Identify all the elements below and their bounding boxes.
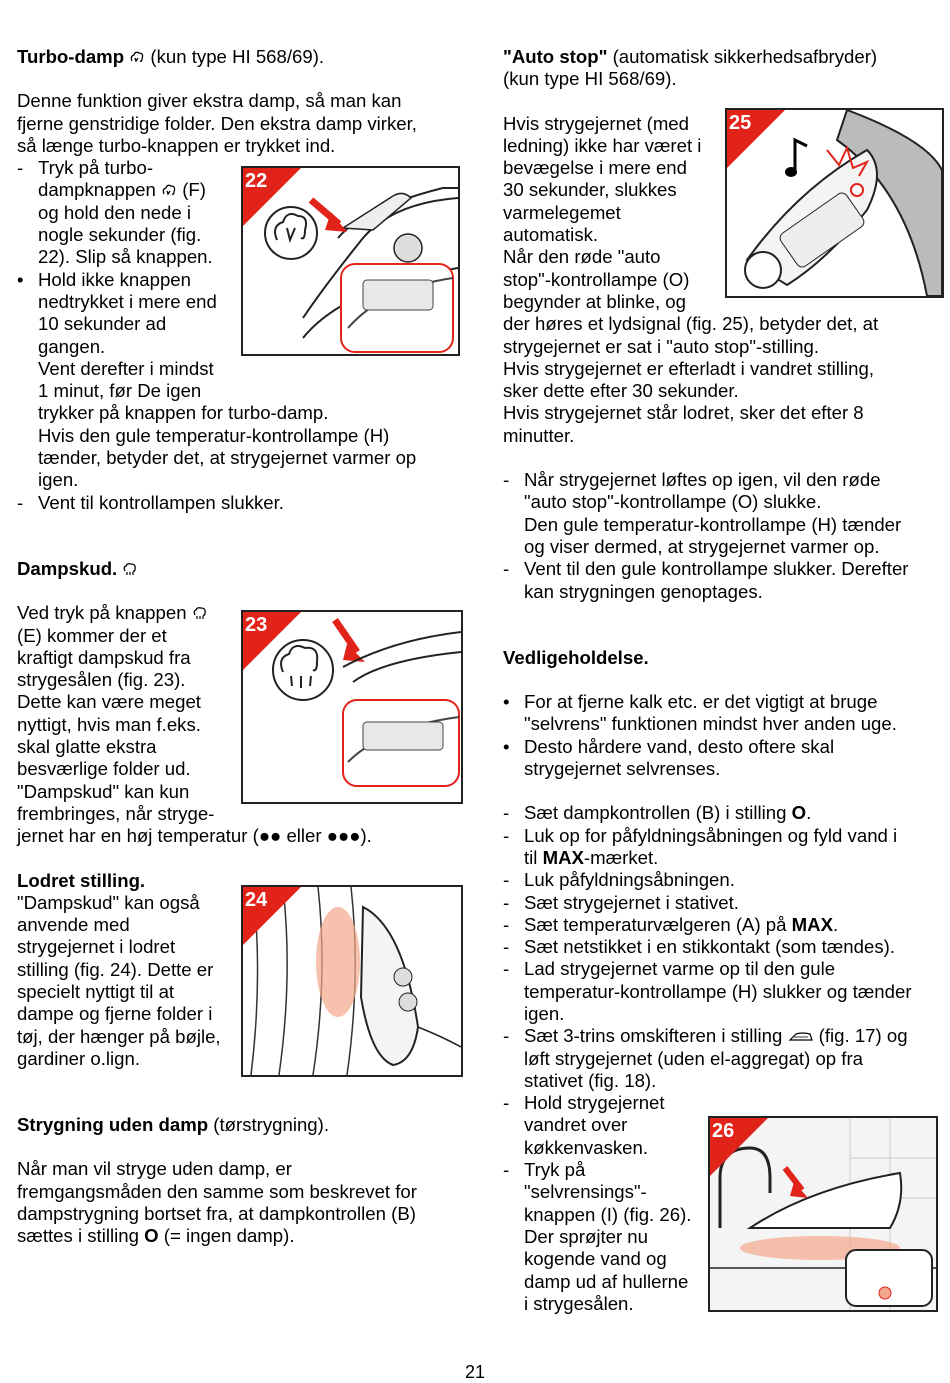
uden-damp-line: fremgangsmåden den samme som beskrevet for (17, 1180, 417, 1202)
lodret-line: dampe og fjerne folder i (17, 1003, 213, 1025)
autostop-line: automatisk. (503, 224, 599, 246)
dampskud-line: skal glatte ekstra (17, 736, 157, 758)
autostop-line: Hvis strygejernet er efterladt i vandret stilling, (503, 357, 874, 379)
iron-dry-setting-icon (788, 1029, 814, 1043)
uden-damp-title: Strygning uden damp (17, 1114, 209, 1136)
autostop-line: varmelegemet (503, 201, 621, 223)
turbo-step-1-line: nogle sekunder (fig. (38, 224, 202, 246)
vedligehold-step-line: stativet (fig. 18). (524, 1069, 657, 1091)
autostop-step-line: og viser dermed, at strygejernet varmer op. (524, 535, 880, 557)
page-number: 21 (464, 1362, 486, 1382)
vedligehold-step-line: temperatur-kontrollampe (H) slukker og tænder (524, 980, 912, 1002)
vedligehold-step-line: Tryk på (524, 1159, 586, 1181)
vedligehold-step-line: vandret over (524, 1114, 628, 1136)
autostop-line: Hvis strygejernet (med (503, 112, 689, 134)
turbo-step-3-line: Vent til kontrollampen slukker. (38, 491, 284, 513)
autostop-step-line: Når strygejernet løftes op igen, vil den røde (524, 469, 881, 491)
vedligehold-step (503, 1025, 939, 1092)
figure-26 (708, 1116, 938, 1312)
vedligehold-bullet-line: For at fjerne kalk etc. er det vigtigt at bruge (524, 691, 878, 713)
vedligehold-step-line: damp ud af hullerne (524, 1270, 689, 1292)
list-marker: - (17, 157, 24, 179)
autostop-line: bevægelse i mere end (503, 157, 687, 179)
steam-shot-icon (122, 562, 138, 576)
figure-24 (241, 885, 463, 1077)
figure-number: 25 (729, 112, 752, 134)
vedligehold-bullet-line: "selvrens" funktionen mindst hver anden uge. (524, 713, 897, 735)
lodret-line: stilling (fig. 24). Dette er (17, 958, 214, 980)
turbo-step-2-line: Hold ikke knappen (38, 268, 191, 290)
turbo-step-3 (17, 492, 457, 514)
autostop-line: minutter. (503, 424, 575, 446)
turbo-intro-1: Denne funktion giver ekstra damp, så man kan (17, 90, 402, 112)
vedligehold-step-line: køkkenvasken. (524, 1136, 649, 1158)
vedligehold-step (503, 958, 939, 1025)
vedligehold-step-line: Sæt netstikket i en stikkontakt (som tændes). (524, 936, 895, 958)
steam-shot-icon (192, 606, 208, 620)
dampskud-line: kraftigt dampskud fra (17, 646, 191, 668)
vedligehold-step-line: Hold strygejernet (524, 1092, 665, 1114)
turbo-step-2-line: trykker på knappen for turbo-damp. (38, 402, 329, 424)
vedligehold-title: Vedligeholdelse. (503, 646, 649, 668)
autostop-line: Hvis strygejernet står lodret, sker det efter 8 (503, 402, 864, 424)
figure-25 (725, 108, 944, 298)
turbo-step-2-line: 1 minut, før De igen (38, 380, 202, 402)
vedligehold-step-line: i strygesålen. (524, 1292, 634, 1314)
dampskud-line: nyttigt, hvis man f.eks. (17, 713, 201, 735)
autostop-title-line2: (kun type HI 568/69). (503, 68, 677, 90)
list-marker: - (503, 891, 510, 913)
dampskud-title: Dampskud. (17, 557, 118, 579)
dampskud-line: Dette kan være meget (17, 691, 201, 713)
autostop-step-line: Vent til den gule kontrollampe slukker. Derefter (524, 558, 909, 580)
autostop-line: begynder at blinke, og (503, 290, 686, 312)
dampskud-line: Ved tryk på knappen (17, 602, 457, 624)
turbo-steam-icon (129, 50, 145, 64)
lodret-line: anvende med (17, 914, 130, 936)
list-marker: - (503, 936, 510, 958)
vedligehold-step-line: Sæt dampkontrollen (B) i stilling O. (524, 802, 812, 824)
vedligehold-bullet-line: Desto hårdere vand, desto oftere skal (524, 735, 835, 757)
turbo-intro-3: så længe turbo-knappen er trykket ind. (17, 134, 336, 156)
vedligehold-step-line: Sæt 3-trins omskifteren i stilling (fig. 17) og (524, 1025, 908, 1047)
list-marker: - (503, 958, 510, 980)
figure-23 (241, 610, 463, 804)
uden-damp-line: Når man vil stryge uden damp, er (17, 1158, 292, 1180)
dampskud-line: strygesålen (fig. 23). (17, 669, 186, 691)
autostop-title: "Auto stop" (503, 46, 608, 67)
uden-damp-line: sættes i stilling O (= ingen damp). (17, 1225, 295, 1247)
figure-number: 24 (245, 889, 268, 911)
vedligehold-step-line: Der sprøjter nu (524, 1225, 648, 1247)
figure-22 (241, 166, 460, 356)
turbo-step-1-line: dampknappen (F) (38, 179, 206, 201)
figure-number: 22 (245, 170, 268, 192)
turbo-step-2-line: igen. (38, 469, 79, 491)
autostop-step-2 (503, 558, 939, 603)
vedligehold-step-line: knappen (I) (fig. 26). (524, 1203, 692, 1225)
autostop-line: 30 sekunder, slukkes (503, 179, 677, 201)
turbo-title-suffix: (kun type HI 568/69). (150, 46, 325, 67)
list-marker: - (503, 558, 510, 580)
turbo-step-2-line: Vent derefter i mindst (38, 357, 214, 379)
uden-damp-title-suffix: (tørstrygning). (213, 1114, 329, 1136)
turbo-step-2-line: Hvis den gule temperatur-kontrollampe (H) (38, 424, 390, 446)
autostop-step-1 (503, 469, 939, 558)
vedligehold-step (503, 914, 939, 936)
autostop-step-line: Den gule temperatur-kontrollampe (H) tænder (524, 513, 902, 535)
dampskud-heading (17, 558, 457, 580)
turbo-title: Turbo-damp (17, 46, 125, 67)
autostop-heading (503, 46, 939, 68)
autostop-line: strygejernet er sat i "auto stop"-stilling. (503, 335, 820, 357)
turbo-step-2-line: nedtrykket i mere end (38, 290, 217, 312)
list-marker: - (503, 913, 510, 935)
lodret-line: "Dampskud" kan også (17, 891, 200, 913)
dampskud-line: jernet har en høj temperatur (●● eller ●●●). (17, 825, 372, 847)
vedligehold-step-line: løft strygejernet (uden el-aggregat) op fra (524, 1047, 863, 1069)
vedligehold-step (503, 802, 939, 824)
turbo-intro-2: fjerne genstridige folder. Den ekstra damp virker, (17, 112, 417, 134)
lodret-title: Lodret stilling. (17, 869, 146, 891)
list-marker: - (503, 1092, 510, 1114)
turbo-steam-icon (161, 183, 177, 197)
vedligehold-step-line: igen. (524, 1002, 565, 1024)
turbo-step-2-line: 10 sekunder ad (38, 313, 167, 335)
list-marker: - (503, 869, 510, 891)
autostop-line: sker dette efter 30 sekunder. (503, 380, 739, 402)
vedligehold-step-line: til MAX-mærket. (524, 846, 659, 868)
vedligehold-step (503, 936, 939, 958)
figure-number: 23 (245, 614, 268, 636)
list-marker: - (17, 491, 24, 513)
uden-damp-heading (17, 1114, 457, 1136)
list-marker: • (503, 735, 510, 757)
dampskud-line: besværlige folder ud. (17, 758, 191, 780)
figure-number: 26 (712, 1120, 735, 1142)
autostop-title-suffix: (automatisk sikkerhedsafbryder) (612, 46, 878, 67)
vedligehold-step (503, 892, 939, 914)
vedligehold-step (503, 869, 939, 891)
autostop-step-line: "auto stop"-kontrollampe (O) slukke. (524, 491, 822, 513)
vedligehold-step-line: Sæt strygejernet i stativet. (524, 891, 739, 913)
vedligehold-bullet (503, 736, 939, 781)
vedligehold-step-line: Luk påfyldningsåbningen. (524, 869, 735, 891)
autostop-step-line: kan strygningen genoptages. (524, 580, 763, 602)
list-marker: - (503, 1025, 510, 1047)
vedligehold-bullet (503, 691, 939, 736)
vedligehold-step (503, 825, 939, 870)
autostop-line: ledning) ikke har været i (503, 134, 702, 156)
vedligehold-step-line: Luk op for påfyldningsåbningen og fyld vand i (524, 824, 898, 846)
vedligehold-step-line: kogende vand og (524, 1248, 667, 1270)
list-marker: - (503, 469, 510, 491)
dampskud-line: frembringes, når stryge- (17, 802, 215, 824)
lodret-line: tøj, der hænger på bøjle, (17, 1025, 221, 1047)
vedligehold-step-line: Lad strygejernet varme op til den gule (524, 958, 836, 980)
autostop-line: Når den røde "auto (503, 246, 661, 268)
turbo-step-2-line: tænder, betyder det, at strygejernet varmer op (38, 447, 417, 469)
list-marker: - (503, 802, 510, 824)
vedligehold-heading (503, 647, 939, 669)
turbo-step-1-line: og hold den nede i (38, 201, 192, 223)
vedligehold-bullet-line: strygejernet selvrenses. (524, 758, 721, 780)
list-marker: • (17, 268, 24, 290)
turbo-step-2-line: gangen. (38, 335, 106, 357)
uden-damp-line: dampstrygning bortset fra, at dampkontrollen (B) (17, 1203, 416, 1225)
list-marker: • (503, 691, 510, 713)
lodret-line: gardiner o.lign. (17, 1047, 141, 1069)
lodret-line: strygejernet i lodret (17, 936, 176, 958)
lodret-line: specielt nyttigt til at (17, 980, 175, 1002)
vedligehold-step-line: Sæt temperaturvælgeren (A) på MAX. (524, 913, 839, 935)
turbo-step-1-line: Tryk på turbo- (38, 157, 154, 179)
turbo-heading (17, 46, 457, 68)
autostop-line: stop"-kontrollampe (O) (503, 268, 690, 290)
autostop-line: der høres et lydsignal (fig. 25), betyder det, at (503, 313, 879, 335)
dampskud-line: "Dampskud" kan kun (17, 780, 190, 802)
dampskud-line: (E) kommer der et (17, 624, 167, 646)
list-marker: - (503, 824, 510, 846)
turbo-step-1-line: 22). Slip så knappen. (38, 246, 213, 268)
vedligehold-step-line: "selvrensings"- (524, 1181, 647, 1203)
list-marker: - (503, 1159, 510, 1181)
